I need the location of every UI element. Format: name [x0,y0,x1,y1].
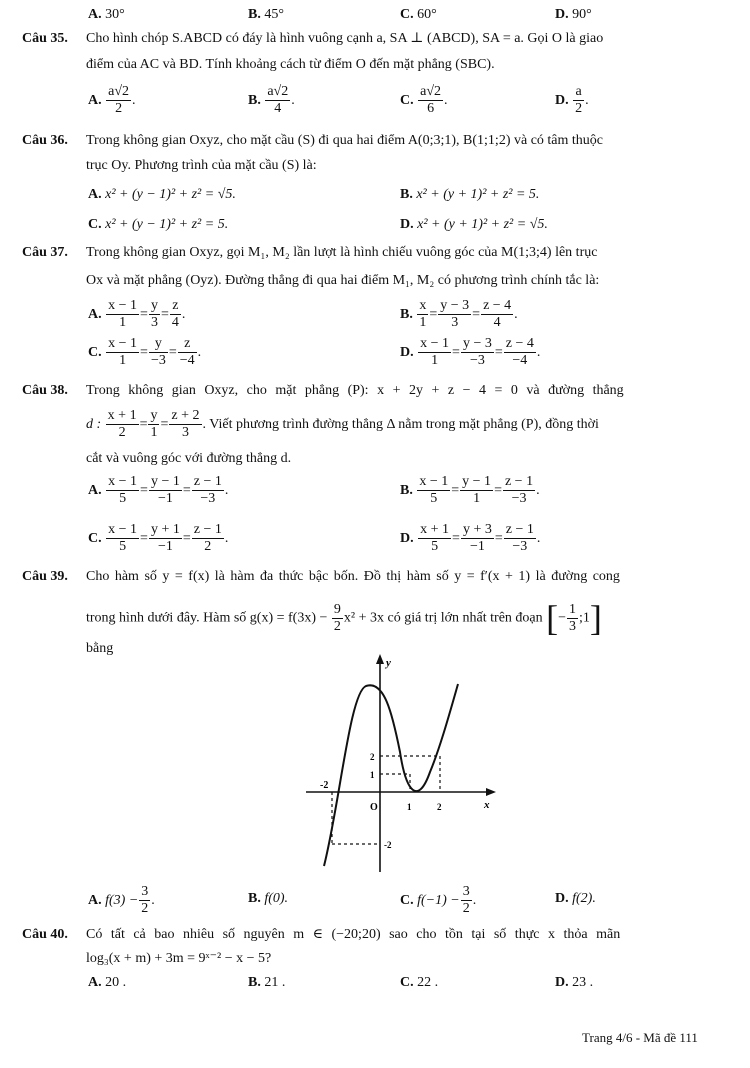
q38-label: Câu 38. [22,383,68,398]
q40-option-b: B. 21 . [248,975,286,990]
q38-option-b: B. $\frac{x - 1}{5}$ = $\frac{y - 1}{1}$ = $\frac{z - 1}{-3}$ . [400,474,540,507]
origin-label: O [370,802,378,813]
q35-text-2: điểm của AC và BD. Tính khoảng cách từ điểm O đến mặt phẳng (SBC). [86,57,495,72]
q37-option-d: D. $\frac{x - 1}{1}$ = $\frac{y - 3}{-3}$ = $\frac{z - 4}{-4}$ . [400,336,541,369]
q35-text-1: Cho hình chóp S.ABCD có đáy là hình vuông cạnh a, SA ⊥ (ABCD), SA = a. Gọi O là giao [86,31,604,46]
q38-option-a: A. $\frac{x - 1}{5}$ = $\frac{y - 1}{-1}$ = $\frac{z - 1}{-3}$ . [88,474,229,507]
tick-x-1: 1 [407,802,412,812]
q40-text-1: Có tất cả bao nhiêu số nguyên m ∈ (−20;20) sao cho tồn tại số thực x thỏa mãn [86,927,621,942]
q39-label: Câu 39. [22,569,68,584]
q35-label: Câu 35. [22,31,68,46]
tick-x-neg2: -2 [320,780,329,791]
q36-option-c: C. x² + (y − 1)² + z² = 5. [88,217,229,232]
q40-option-a: A. 20 . [88,975,127,990]
q36-label: Câu 36. [22,133,68,148]
q37-option-b: B. $\frac{x}{1}$ = $\frac{y - 3}{3}$ = $\frac{z - 4}{4}$ . [400,298,518,331]
y-axis-arrow [376,654,384,664]
q36-text-1: Trong không gian Oxyz, cho mặt cầu (S) đi qua hai điểm A(0;3;1), B(1;1;2) và có tâm thuộc [86,133,604,148]
tick-x-2: 2 [437,802,442,812]
tick-y-neg2: -2 [384,840,392,850]
q38-text-1: Trong không gian Oxyz, cho mặt phẳng (P): x + 2y + z − 4 = 0 và đường thẳng [86,383,624,398]
q37-option-c: C. $\frac{x - 1}{1}$ = $\frac{y}{-3}$ = $\frac{z}{-4}$ . [88,336,202,369]
prev-option-d: D. 90° [555,7,592,22]
q37-label: Câu 37. [22,245,68,260]
q35-option-c: C. $\frac{a√2}{6}$ . [400,84,448,117]
q38-text-2: d : $\frac{x + 1}{2}$ = $\frac{y}{1}$ = $\frac{z + 2}{3}$ . Viết phương trình đường thẳng Δ nằm trong mặt phẳng (P), đồng thời [86,408,599,441]
q40-option-c: C. 22 . [400,975,439,990]
prev-option-c: C. 60° [400,7,437,22]
q40-label: Câu 40. [22,927,68,942]
prev-option-b: B. 45° [248,7,284,22]
q39-text-3: bằng [86,641,114,656]
q38-option-c: C. $\frac{x - 1}{5}$ = $\frac{y + 1}{-1}$ = $\frac{z - 1}{2}$ . [88,522,229,555]
q36-text-2: trục Oy. Phương trình của mặt cầu (S) là: [86,158,317,173]
q36-option-a: A. x² + (y − 1)² + z² = √5. [88,187,236,202]
q35-option-b: B. $\frac{a√2}{4}$ . [248,84,295,117]
q37-option-a: A. $\frac{x - 1}{1}$ = $\frac{y}{3}$ = $\frac{z}{4}$ . [88,298,186,331]
q36-option-d: D. x² + (y + 1)² + z² = √5. [400,217,548,232]
q39-option-c: C. f(−1) − $\frac{3}{2}$ . [400,884,477,917]
q39-option-a: A. f(3) − $\frac{3}{2}$ . [88,884,155,917]
q37-text-2: Ox và mặt phẳng (Oyz). Đường thẳng đi qua hai điểm M₁, M₂ có phương trình chính tắc là: [86,273,600,288]
q37-text-1: Trong không gian Oxyz, gọi M₁, M₂ lần lượt là hình chiếu vuông góc của M(1;3;4) lên trục [86,245,598,260]
q38-text-3: cắt và vuông góc với đường thẳng d. [86,451,292,466]
q36-option-b: B. x² + (y + 1)² + z² = 5. [400,187,540,202]
q39-option-b: B. f(0). [248,891,289,906]
page-footer: Trang 4/6 - Mã đề 111 [582,1030,698,1045]
q35-option-a: A. $\frac{a√2}{2}$ . [88,84,136,117]
q39-text-1: Cho hàm số y = f(x) là hàm đa thức bậc bốn. Đồ thị hàm số y = f′(x + 1) là đường cong [86,569,620,584]
prev-option-a: A. 30° [88,7,125,22]
y-label: y [386,657,391,669]
x-label: x [484,799,490,811]
tick-y-1: 1 [370,770,375,780]
q40-option-d: D. 23 . [555,975,594,990]
q39-graph [300,652,500,874]
q39-option-d: D. f(2). [555,891,596,906]
q39-text-2: trong hình dưới đây. Hàm số g(x) = f(3x) − $\frac{9}{2}$ x² + 3x có giá trị lớn nhất trên đoạn [− $\frac{1}{3}$ ;1] [86,598,602,638]
tick-y-2: 2 [370,752,375,762]
curve-f-prime [324,684,458,866]
q40-text-2: log₃(x + m) + 3m = 9ˣ⁻² − x − 5? [86,951,272,966]
q38-option-d: D. $\frac{x + 1}{5}$ = $\frac{y + 3}{-1}$ = $\frac{z - 1}{-3}$ . [400,522,541,555]
x-axis-arrow [486,788,496,796]
q35-option-d: D. $\frac{a}{2}$ . [555,84,589,117]
